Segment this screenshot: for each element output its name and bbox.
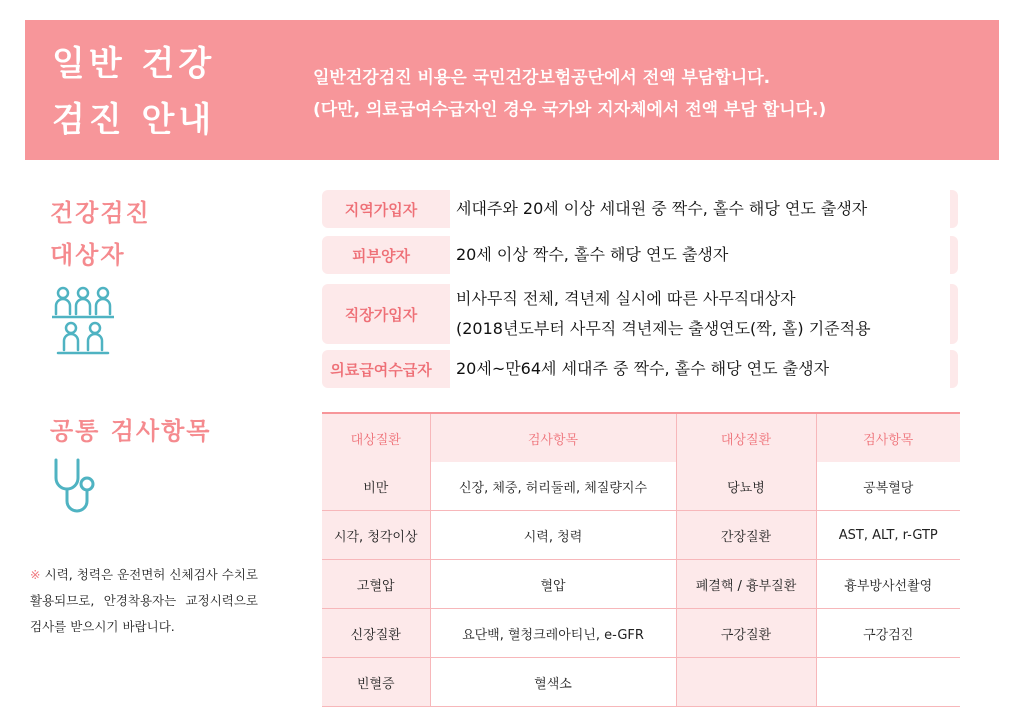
vision-hearing-note xyxy=(30,562,258,640)
title-line-1: 일반 건강 xyxy=(52,44,216,84)
table-cell: AST, ALT, r-GTP xyxy=(816,511,960,560)
table-cell: 구강질환 xyxy=(676,609,816,658)
target-description-line: 비사무직 전체, 격년제 실시에 따른 사무직대상자 xyxy=(456,289,796,308)
common-items-heading: 공통 검사항목 xyxy=(50,417,212,445)
table-cell: 당뇨병 xyxy=(676,462,816,511)
target-label: 지역가입자 xyxy=(344,200,418,219)
title-line-2: 검진 안내 xyxy=(52,100,216,140)
column-header: 검사항목 xyxy=(430,413,676,462)
table-row xyxy=(322,511,960,560)
table-cell: 고혈압 xyxy=(322,560,430,609)
table-cell: 시력, 청력 xyxy=(430,511,676,560)
table-cell: 혈색소 xyxy=(430,658,676,707)
target-row-medical-aid xyxy=(322,350,958,388)
table-row xyxy=(322,560,960,609)
table-cell: 구강검진 xyxy=(816,609,960,658)
header-banner xyxy=(25,20,999,160)
target-label: 직장가입자 xyxy=(344,305,418,324)
target-description-line: 세대주와 20세 이상 세대원 중 짝수, 홀수 해당 연도 출생자 xyxy=(456,199,868,218)
table-header-row xyxy=(322,413,960,462)
targets-heading-line-2: 대상자 xyxy=(50,241,126,269)
target-description-line: 20세~만64세 세대주 중 짝수, 홀수 해당 연도 출생자 xyxy=(456,359,830,378)
cost-notice xyxy=(313,62,826,126)
target-row-dependent xyxy=(322,236,958,274)
target-description xyxy=(450,236,950,274)
page-title xyxy=(52,36,215,148)
column-header: 대상질환 xyxy=(322,413,430,462)
target-description-line: (2018년도부터 사무직 격년제는 출생연도(짝, 홀) 기준적용 xyxy=(456,319,871,338)
note-mark: ※ xyxy=(30,567,41,582)
column-header: 대상질환 xyxy=(676,413,816,462)
table-cell: 요단백, 혈청크레아티닌, e-GFR xyxy=(430,609,676,658)
target-row-employee xyxy=(322,284,958,344)
table-cell: 간장질환 xyxy=(676,511,816,560)
table-cell: 흉부방사선촬영 xyxy=(816,560,960,609)
targets-heading xyxy=(50,192,151,276)
target-description-line: 20세 이상 짝수, 홀수 해당 연도 출생자 xyxy=(456,245,729,264)
target-label: 의료급여수급자 xyxy=(330,360,432,379)
table-cell xyxy=(816,658,960,707)
people-group-icon xyxy=(52,286,114,356)
exam-items-table xyxy=(322,412,960,707)
table-row xyxy=(322,658,960,707)
targets-heading-line-1: 건강검진 xyxy=(50,199,151,227)
cost-notice-line-2: (다만, 의료급여수급자인 경우 국가와 지자체에서 전액 부담 합니다.) xyxy=(313,100,827,120)
target-description xyxy=(450,190,950,228)
stethoscope-icon xyxy=(52,458,100,520)
table-cell: 공복혈당 xyxy=(816,462,960,511)
table-cell: 시각, 청각이상 xyxy=(322,511,430,560)
note-text: 시력, 청력은 운전면허 신체검사 수치로 활용되므로, 안경착용자는 교정시력으로 검사를 받으시기 바랍니다. xyxy=(30,567,258,634)
table-row xyxy=(322,609,960,658)
table-cell xyxy=(676,658,816,707)
table-cell: 비만 xyxy=(322,462,430,511)
table-cell: 빈혈증 xyxy=(322,658,430,707)
table-cell: 신장질환 xyxy=(322,609,430,658)
target-label: 피부양자 xyxy=(352,246,410,265)
target-description xyxy=(450,284,950,344)
table-row xyxy=(322,462,960,511)
target-row-regional xyxy=(322,190,958,228)
table-cell: 신장, 체중, 허리둘레, 체질량지수 xyxy=(430,462,676,511)
table-cell: 혈압 xyxy=(430,560,676,609)
column-header: 검사항목 xyxy=(816,413,960,462)
target-description xyxy=(450,350,950,388)
cost-notice-line-1: 일반건강검진 비용은 국민건강보험공단에서 전액 부담합니다. xyxy=(313,68,771,88)
table-cell: 폐결핵 / 흉부질환 xyxy=(676,560,816,609)
